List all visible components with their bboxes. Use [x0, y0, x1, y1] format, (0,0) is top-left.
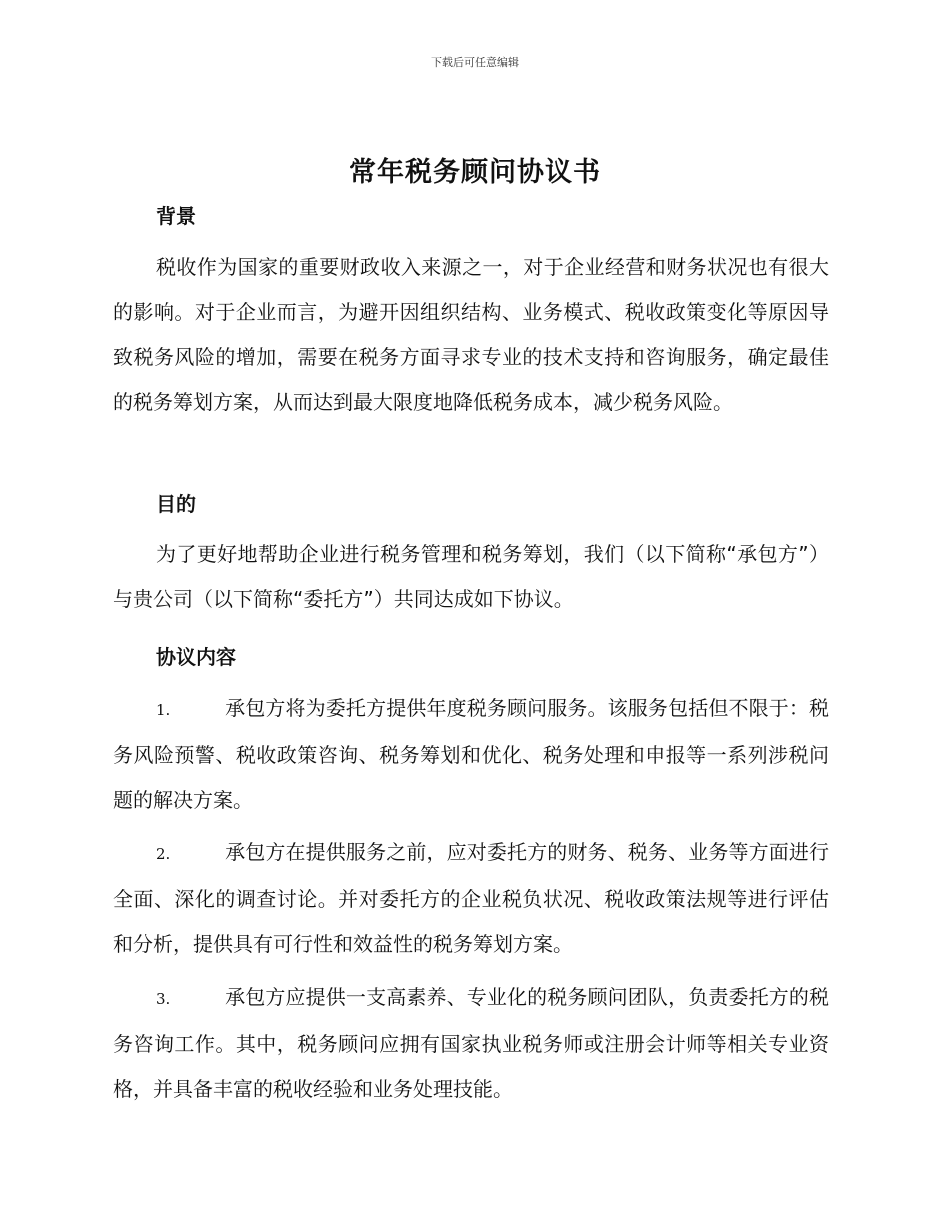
item-text: 承包方应提供一支高素养、专业化的税务顾问团队，负责委托方的税务咨询工作。其中，税务顾问应拥有国家执业税务师或注册会计师等相关专业资格，并具备丰富的税收经验和业务处理技能。 — [113, 985, 829, 1101]
item-number: 2. — [156, 845, 171, 863]
item-text: 承包方在提供服务之前，应对委托方的财务、税务、业务等方面进行全面、深化的调查讨论。并对委托方的企业税负状况、税收政策法规等进行评估和分析，提供具有可行性和效益性的税务筹划方案。 — [113, 840, 829, 956]
section-heading-purpose: 目的 — [156, 492, 196, 516]
background-paragraph: 税收作为国家的重要财政收入来源之一，对于企业经营和财务状况也有很大的影响。对于企业而言，为避开因组织结构、业务模式、税收政策变化等原因导致税务风险的增加，需要在税务方面寻求专业的技术支持和咨询服务，确定最佳的税务筹划方案，从而达到最大限度地降低税务成本，减少税务风险。 — [113, 255, 829, 414]
section-heading-agreement: 协议内容 — [156, 645, 236, 669]
document-title: 常年税务顾问协议书 — [349, 157, 601, 188]
item-text: 承包方将为委托方提供年度税务顾问服务。该服务包括但不限于：税务风险预警、税收政策咨询、税务筹划和优化、税务处理和申报等一系列涉税问题的解决方案。 — [113, 696, 829, 812]
section-heading-background: 背景 — [156, 204, 196, 228]
purpose-paragraph: 为了更好地帮助企业进行税务管理和税务筹划，我们（以下简称“承包方”）与贵公司（以下简称“委托方”）共同达成如下协议。 — [113, 542, 829, 611]
agreement-item — [113, 686, 829, 823]
header-note: 下载后可任意编辑 — [431, 56, 519, 69]
item-number: 3. — [156, 990, 171, 1008]
agreement-item — [113, 830, 829, 967]
agreement-item — [113, 975, 829, 1112]
item-number: 1. — [156, 701, 171, 719]
